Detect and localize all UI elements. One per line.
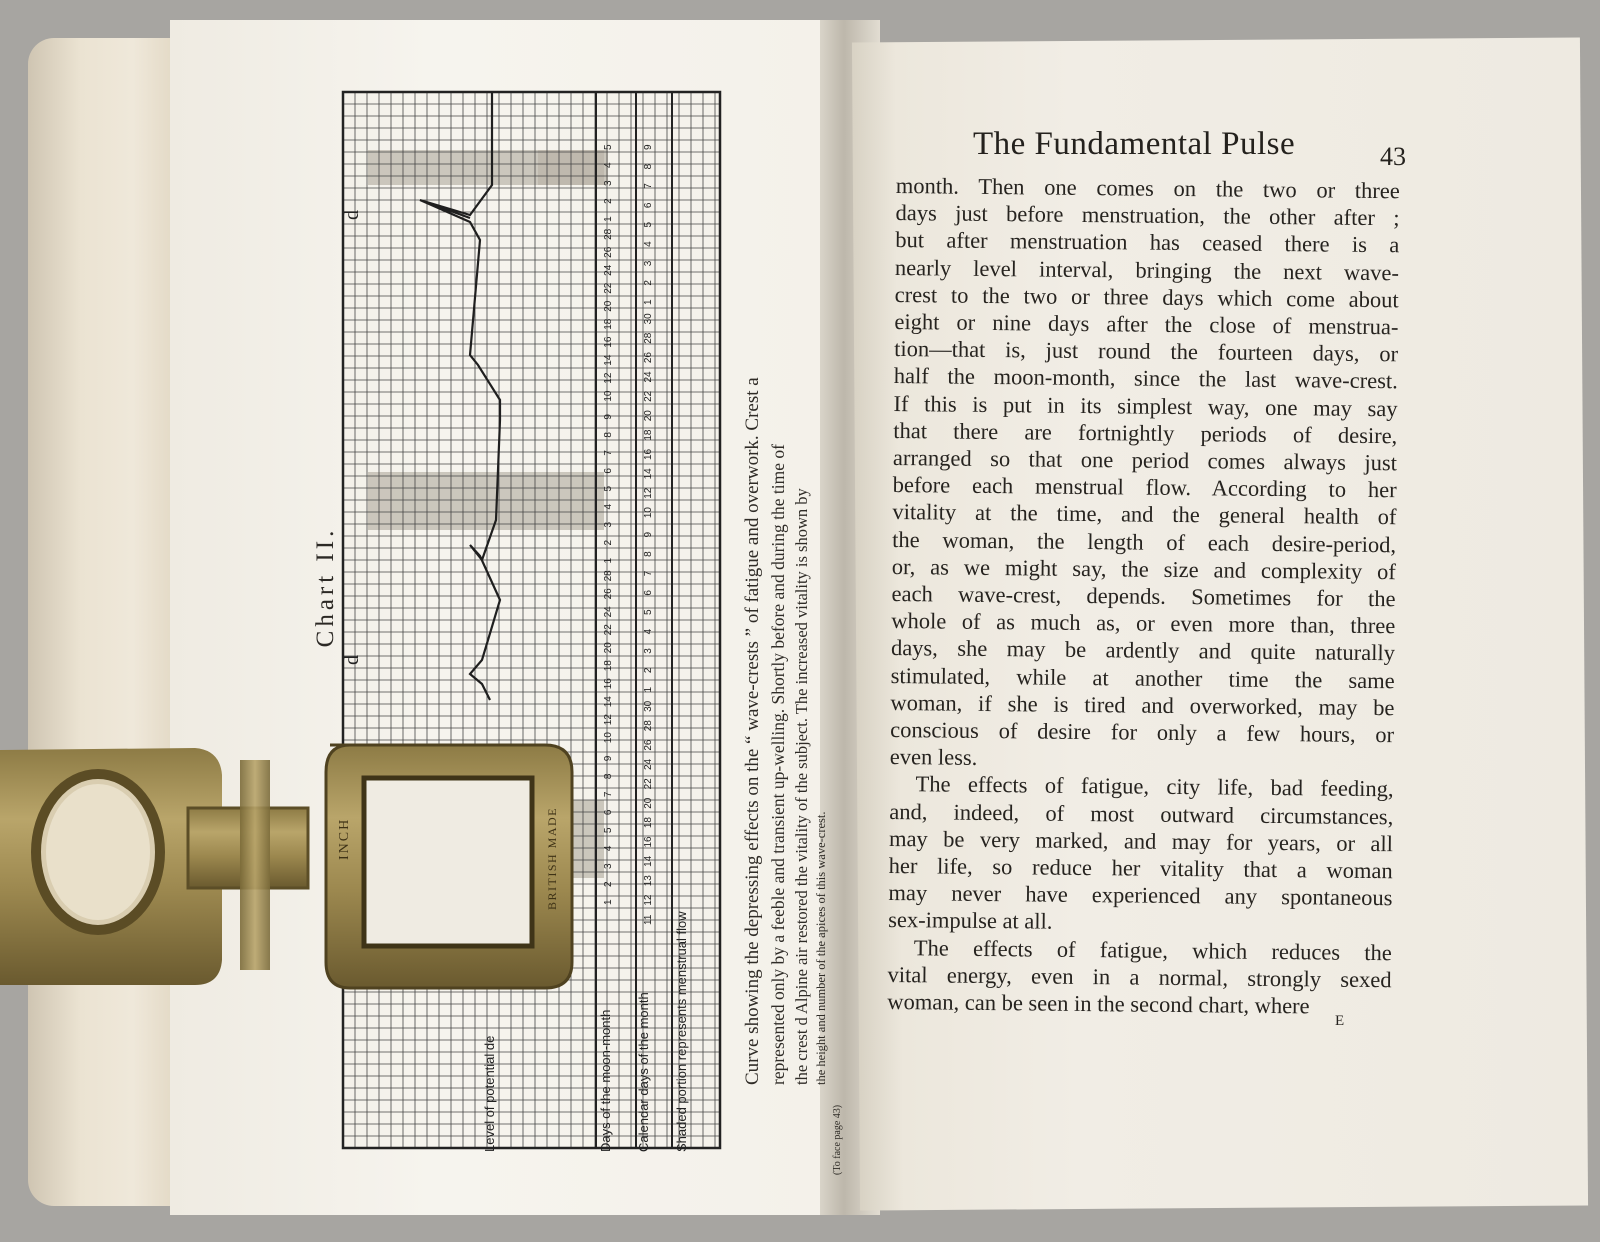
text-line: month. Then one comes on the two or three [895, 172, 1400, 204]
text-line: and, indeed, of most outward circumstances, [889, 798, 1394, 829]
calendar-day-label: 30 [643, 700, 654, 712]
moon-day-label: 10 [603, 732, 614, 744]
moon-day-label: 18 [603, 660, 614, 672]
moon-day-label: 14 [603, 354, 614, 366]
text-line: the woman, the length of each desire-period, [892, 526, 1397, 557]
calendar-day-label: 28 [643, 720, 654, 732]
row-label: Shaded portion represents menstrual flow [674, 911, 689, 1152]
caption-line: the height and number of the apices of this wave-crest. [814, 811, 828, 1085]
moon-day-label: 22 [603, 282, 614, 294]
calendar-day-label: 13 [643, 875, 654, 887]
moon-day-label: 2 [603, 539, 614, 546]
text-line: If this is put in its simplest way, one may say [893, 390, 1398, 421]
text-line: sex-impulse at all. [888, 907, 1053, 935]
calendar-day-label: 18 [643, 817, 654, 829]
calendar-day-label: 12 [643, 487, 654, 499]
calendar-day-label: 2 [643, 280, 654, 286]
caption-line: Curve showing the depressing effects on the “ wave-crests ” of fatigue and overwork. Crest a [742, 377, 763, 1085]
text-line: even less. [889, 744, 978, 771]
calendar-day-label: 4 [643, 628, 654, 635]
moon-day-label: 3 [603, 180, 614, 186]
moon-day-label: 18 [603, 318, 614, 330]
caption-line: the crest d Alpine air restored the vitality of the subject. The increased vitality is shown by [792, 488, 811, 1085]
moon-day-label: 26 [603, 246, 614, 258]
moon-day-label: 6 [603, 468, 614, 474]
calendar-day-label: 10 [643, 507, 654, 519]
calendar-day-label: 28 [643, 332, 654, 344]
calendar-day-label: 24 [643, 758, 654, 770]
calendar-day-label: 6 [643, 202, 654, 209]
calendar-day-label: 22 [643, 390, 654, 402]
calendar-day-label: 4 [643, 241, 654, 247]
moon-day-label: 22 [603, 624, 614, 636]
calendar-day-label: 1 [643, 686, 654, 693]
page-number: 43 [1380, 142, 1406, 171]
moon-day-label: 8 [603, 773, 614, 780]
moon-day-label: 6 [603, 809, 614, 816]
text-line: may be very marked, and may for years, or all [888, 825, 1394, 857]
moon-day-label: 9 [603, 755, 614, 762]
chart-title: Chart II. [312, 526, 339, 648]
moon-day-label: 14 [603, 696, 614, 708]
engraving-inch: INCH [337, 817, 352, 860]
text-line: vital energy, even in a normal, strongly sexed [887, 961, 1392, 993]
text-line: days, she may be ardently and quite naturally [890, 635, 1396, 666]
calendar-day-label: 8 [643, 551, 654, 557]
calendar-day-label: 1 [643, 299, 654, 305]
moon-day-label: 20 [603, 642, 614, 654]
crest-label: d [341, 210, 363, 220]
moon-day-label: 5 [603, 485, 614, 492]
text-line: before each menstrual flow. According to her [892, 472, 1397, 503]
calendar-day-label: 6 [643, 590, 654, 596]
moon-day-label: 24 [603, 606, 614, 618]
moon-day-label: 28 [603, 570, 614, 582]
calendar-day-label: 14 [643, 855, 654, 867]
text-line: or, as we might say, the size and complexity of [891, 553, 1396, 585]
text-line: arranged so that one period comes always just [892, 445, 1398, 476]
moon-day-label: 12 [603, 372, 614, 384]
calendar-day-label: 3 [643, 648, 654, 654]
text-line: conscious of desire for only a few hours, or [890, 717, 1395, 748]
moon-day-label: 2 [603, 198, 614, 204]
calendar-day-label: 11 [643, 914, 654, 925]
signature-mark: E [1335, 1013, 1345, 1029]
text-line: The effects of fatigue, city life, bad feeding, [915, 771, 1394, 802]
text-line: her life, so reduce her vitality that a woman [888, 853, 1393, 884]
caption-line: (To face page 43) [832, 1104, 843, 1175]
moon-day-label: 28 [603, 228, 614, 240]
text-line: eight or nine days after the close of menstrua- [894, 309, 1399, 340]
moon-day-label: 7 [603, 450, 614, 456]
moon-day-label: 4 [603, 503, 614, 510]
text-line: vitality at the time, and the general health of [892, 499, 1397, 530]
text-line: woman, can be seen in the second chart, where [887, 989, 1310, 1019]
text-line: each wave-crest, depends. Sometimes for the [891, 581, 1396, 612]
calendar-day-label: 7 [643, 570, 654, 577]
text-line: woman, if she is tired and overworked, may be [890, 689, 1395, 721]
text-line: half the moon-month, since the last wave-crest. [893, 363, 1398, 394]
running-head: The Fundamental Pulse [973, 126, 1296, 162]
moon-day-label: 9 [603, 414, 614, 420]
moon-day-label: 1 [603, 899, 614, 905]
text-line: The effects of fatigue, which reduces the [913, 934, 1392, 965]
row-label: Level of potential de [482, 1035, 497, 1152]
moon-day-label: 3 [603, 521, 614, 528]
calendar-day-label: 8 [643, 163, 654, 170]
row-label: Days of the moon-month [598, 1009, 613, 1152]
row-label: Calendar days of the month [636, 992, 651, 1152]
moon-day-label: 24 [603, 264, 614, 276]
moon-day-label: 26 [603, 588, 614, 600]
calendar-day-label: 7 [643, 183, 654, 189]
moon-day-label: 10 [603, 390, 614, 402]
calendar-day-label: 9 [643, 531, 654, 538]
text-line: whole of as much as, or even more than, three [891, 608, 1396, 639]
calendar-day-label: 30 [643, 313, 654, 325]
moon-day-label: 2 [603, 881, 614, 888]
calendar-day-label: 16 [643, 448, 654, 460]
moon-day-label: 3 [603, 863, 614, 870]
text-line: that there are fortnightly periods of desire, [893, 417, 1398, 449]
calendar-day-label: 22 [643, 778, 654, 790]
engraving-british-made: BRITISH MADE [545, 806, 559, 910]
text-line: may never have experienced any spontaneous [888, 880, 1393, 911]
calendar-day-label: 20 [643, 410, 654, 422]
calendar-day-label: 26 [643, 352, 654, 364]
calendar-day-label: 16 [643, 836, 654, 848]
moon-day-label: 1 [603, 557, 614, 564]
calendar-day-label: 20 [643, 797, 654, 809]
text-line: but after menstruation has ceased there is a [895, 227, 1400, 258]
text-line: crest to the two or three days which come about [894, 281, 1399, 313]
calendar-day-label: 9 [643, 144, 654, 150]
text-line: nearly level interval, bringing the next wave- [894, 254, 1400, 285]
crest-label: d [341, 655, 363, 665]
calendar-day-label: 5 [643, 221, 654, 228]
moon-day-label: 12 [603, 714, 614, 726]
moon-day-label: 8 [603, 432, 614, 438]
calendar-day-label: 3 [643, 260, 654, 267]
calendar-day-label: 14 [643, 468, 654, 480]
moon-day-label: 5 [603, 144, 614, 150]
moon-day-label: 7 [603, 791, 614, 798]
moon-day-label: 4 [603, 845, 614, 852]
calendar-day-label: 2 [643, 667, 654, 674]
text-line: stimulated, while at another time the same [890, 662, 1395, 693]
calendar-day-label: 24 [643, 371, 654, 383]
calendar-day-label: 12 [643, 894, 654, 906]
moon-day-label: 20 [603, 300, 614, 312]
calendar-day-label: 18 [643, 429, 654, 441]
moon-day-label: 16 [603, 336, 614, 348]
text-line: tion—that is, just round the fourteen days, or [894, 336, 1399, 367]
moon-day-label: 1 [603, 216, 614, 222]
moon-day-label: 16 [603, 678, 614, 690]
magnifier-lens [364, 778, 532, 946]
calendar-day-label: 5 [643, 609, 654, 615]
caption-line: represented only by a feeble and transient up-welling. Shortly before and during the time of [768, 444, 788, 1085]
moon-day-label: 5 [603, 827, 614, 834]
text-line: days just before menstruation, the other after ; [895, 200, 1400, 231]
moon-day-label: 4 [603, 162, 614, 168]
calendar-day-label: 26 [643, 739, 654, 751]
